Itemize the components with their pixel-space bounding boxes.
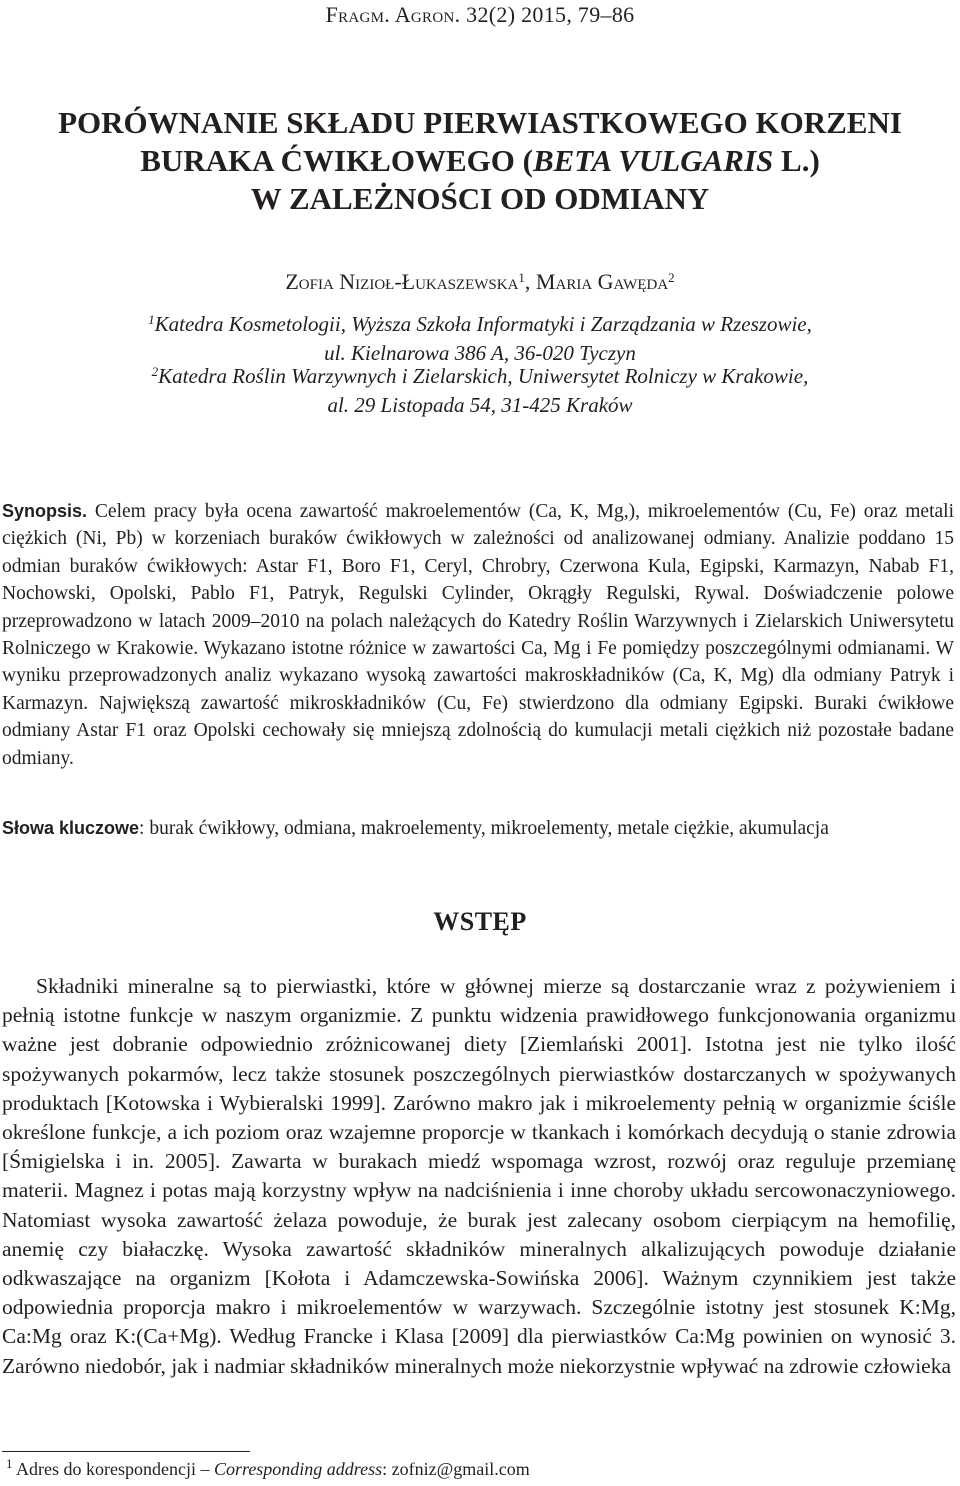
article-title bbox=[0, 104, 960, 218]
title-latin-name: BETA VULGARIS bbox=[532, 143, 774, 178]
footnote-email: : zofniz@gmail.com bbox=[382, 1459, 530, 1479]
synopsis-text: Celem pracy była ocena zawartość makroelementów (Ca, K, Mg,), mikroelementów (Cu, Fe) oraz metali ciężkich (Ni, Pb) w korzeniach buraków ćwikłowych w zależności od analizowanej odmiany. Analizie poddano 15 odmian buraków ćwikłowych: Astar F1, Boro F1, Ceryl, Chrobry, Czerwona Kula, Egipski, Karmazyn, Nabab F1, Nochowski, Opolski, Pablo F1, Patryk, Regulski Cylinder, Okrągły Regulski, Rywal. Doświadczenie polowe przeprowadzono w latach 2009–2010 na polach należących do Katedry Roślin Warzywnych i Zielarskich Uniwersytetu Rolniczego w Krakowie. Wykazano istotne różnice w zawartości Ca, Mg i Fe pomiędzy poszczególnymi odmianami. W wyniku przeprowadzonych analiz wykazano wysoką zawartości makroskładników (Ca, K, Mg) dla odmiany Patryk i Karmazyn. Największą zawartość mikroskładników (Cu, Fe) stwierdzono dla odmiany Egipski. Buraki ćwikłowe odmiany Astar F1 oraz Opolski cechowały się mniejszą zdolnością do kumulacji metali ciężkich niż pozostałe badane odmiany. bbox=[2, 501, 954, 769]
section-heading: WSTĘP bbox=[433, 907, 527, 936]
author-list bbox=[0, 269, 960, 295]
author-separator: , bbox=[524, 269, 536, 294]
affiliation-2-mark: 2 bbox=[151, 364, 159, 379]
title-line-2 bbox=[0, 142, 960, 180]
keywords-paragraph bbox=[2, 815, 954, 842]
synopsis-label: Synopsis. bbox=[2, 501, 88, 521]
journal-header: Fragm. Agron. 32(2) 2015, 79–86 bbox=[325, 2, 635, 27]
affiliation-1-text: Katedra Kosmetologii, Wyższa Szkoła Informatyki i Zarządzania w Rzeszowie, bbox=[154, 312, 812, 336]
footnote-text: Adres do korespondencji – bbox=[12, 1459, 214, 1479]
affiliation-2 bbox=[0, 362, 960, 420]
title-line-2-end: L.) bbox=[773, 143, 820, 178]
affiliation-1 bbox=[0, 310, 960, 368]
affiliation-1-mark: 1 bbox=[148, 312, 155, 327]
author-2: Maria Gawęda bbox=[535, 269, 669, 294]
affiliation-2-text: Katedra Roślin Warzywnych i Zielarskich, Uniwersytet Rolniczy w Krakowie, bbox=[158, 364, 809, 388]
title-line-2-start: BURAKA ĆWIKŁOWEGO ( bbox=[140, 143, 533, 178]
footnote bbox=[6, 1456, 530, 1480]
author-1-affil-mark: 1 bbox=[518, 270, 525, 285]
affiliation-1-line-1 bbox=[0, 310, 960, 339]
keywords-text: : burak ćwikłowy, odmiana, makroelementy, mikroelementy, metale ciężkie, akumulacja bbox=[139, 818, 829, 839]
body-paragraph: Składniki mineralne są to pierwiastki, które w głównej mierze są dostarczanie wraz z pożywieniem i pełnią istotne funkcje w naszym organizmie. Z punktu widzenia prawidłowego funkcjonowania organizmu ważne jest dobranie odpowiednio zróżnicowanej diety [Ziemlański 2001]. Istotna jest nie tylko ilość spożywanych pokarmów, lecz także stosunek poszczególnych pierwiastków dostarczanych w spożywanych produktach [Kotowska i Wybieralski 1999]. Zarówno makro jak i mikroelementy pełnią w organizmie ściśle określone funkcje, a ich poziom oraz wzajemne proporcje w tkankach i komórkach decydują o stanie zdrowia [Śmigielska i in. 2005]. Zawarta w burakach miedź wspomaga wzrost, rozwój oraz reguluje przemianę materii. Magnez i potas mają korzystny wpływ na nadciśnienia i inne choroby układu sercowonaczyniowego. Natomiast wysoka zawartość żelaza powoduje, że burak jest zalecany osobom cierpiącym na hemofilię, anemię czy białaczkę. Wysoka zawartość składników mineralnych alkalizujących powoduje działanie odkwaszające na organizm [Kołota i Adamczewska-Sowińska 2006]. Ważnym czynnikiem jest także odpowiednia proporcja makro i mikroelementów w warzywach. Szczególnie istotny jest stosunek K:Mg, Ca:Mg oraz K:(Ca+Mg). Według Francke i Klasa [2009] dla pierwiastków Ca:Mg powinien on wynosić 3. Zarówno niedobór, jak i nadmiar składników mineralnych może niekorzystnie wpływać na zdrowie człowieka bbox=[2, 974, 956, 1378]
affiliation-2-address: al. 29 Listopada 54, 31-425 Kraków bbox=[327, 393, 633, 417]
synopsis-paragraph bbox=[2, 498, 954, 772]
keywords-label: Słowa kluczowe bbox=[2, 818, 140, 838]
title-line-3: W ZALEŻNOŚCI OD ODMIANY bbox=[250, 181, 710, 216]
author-1: Zofia Nizioł-Łukaszewska bbox=[285, 269, 519, 294]
footnote-mark: 1 bbox=[6, 1456, 13, 1471]
footnote-divider bbox=[2, 1451, 250, 1452]
affiliation-1-address: ul. Kielnarowa 386 A, 36-020 Tyczyn bbox=[324, 341, 636, 365]
title-line-1: PORÓWNANIE SKŁADU PIERWIASTKOWEGO KORZENI bbox=[58, 105, 902, 140]
author-2-affil-mark: 2 bbox=[668, 270, 675, 285]
affiliation-2-line-1 bbox=[0, 362, 960, 391]
footnote-italic-text: Corresponding address bbox=[213, 1459, 383, 1479]
